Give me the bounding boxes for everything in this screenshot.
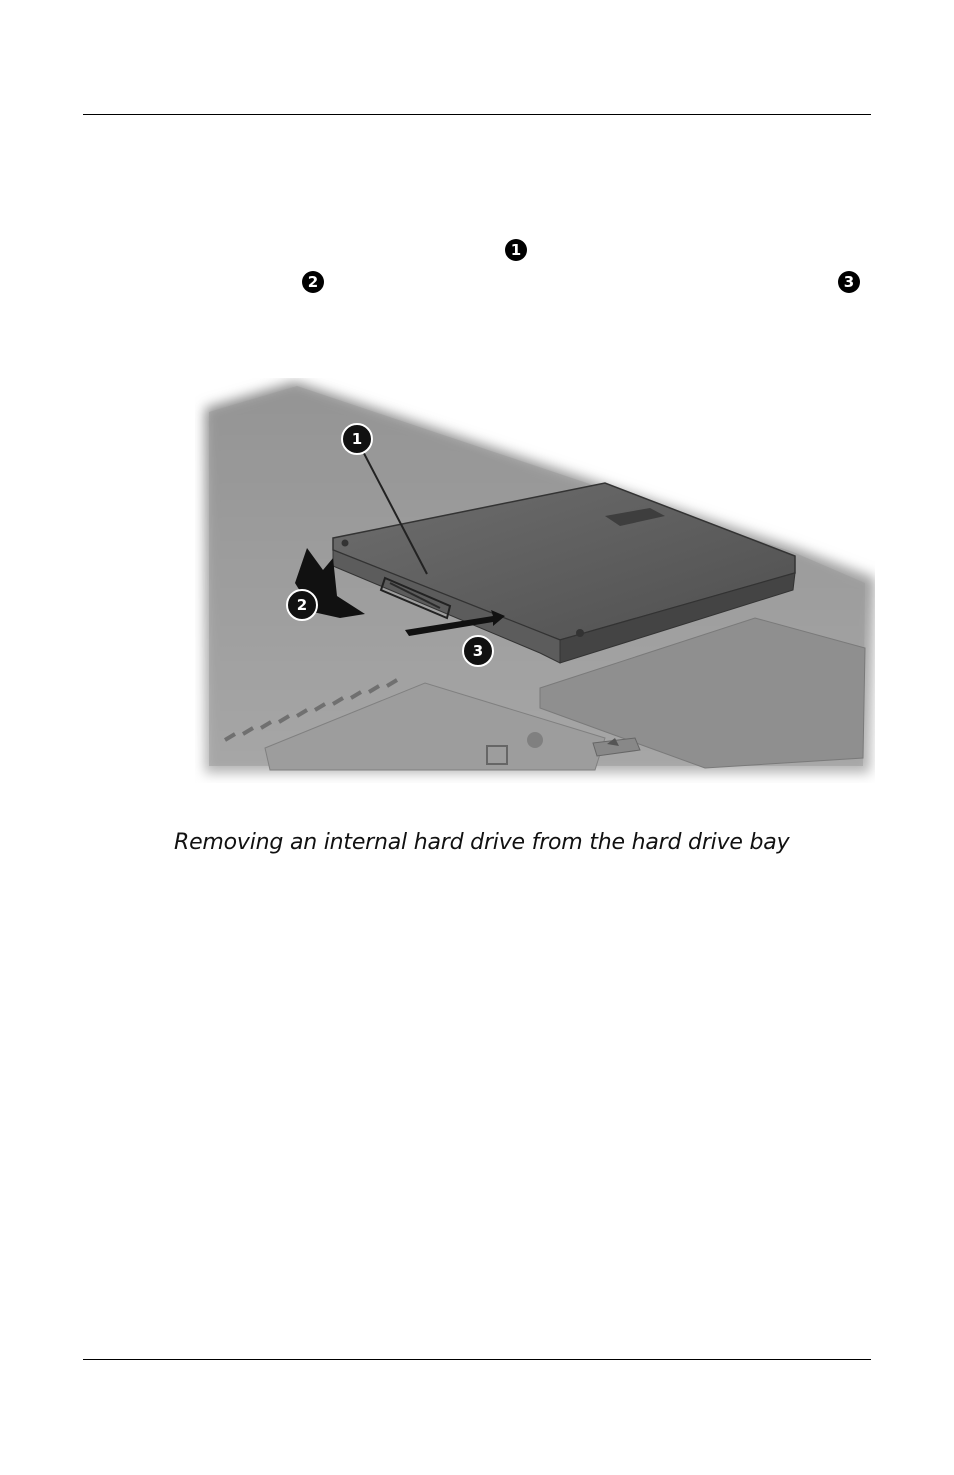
hard-drive-removal-illustration [195, 378, 875, 783]
figure-label-3: 3 [472, 642, 484, 660]
figure-label-1: 1 [351, 430, 363, 448]
header-rule [83, 114, 871, 115]
figure-label-2: 2 [296, 596, 308, 614]
callout-1-icon: 1 [505, 239, 527, 261]
footer-rule [83, 1359, 871, 1360]
callout-2-icon: 2 [302, 271, 324, 293]
callout-3-icon: 3 [838, 271, 860, 293]
figure-caption: Removing an internal hard drive from the hard drive bay [174, 830, 790, 855]
